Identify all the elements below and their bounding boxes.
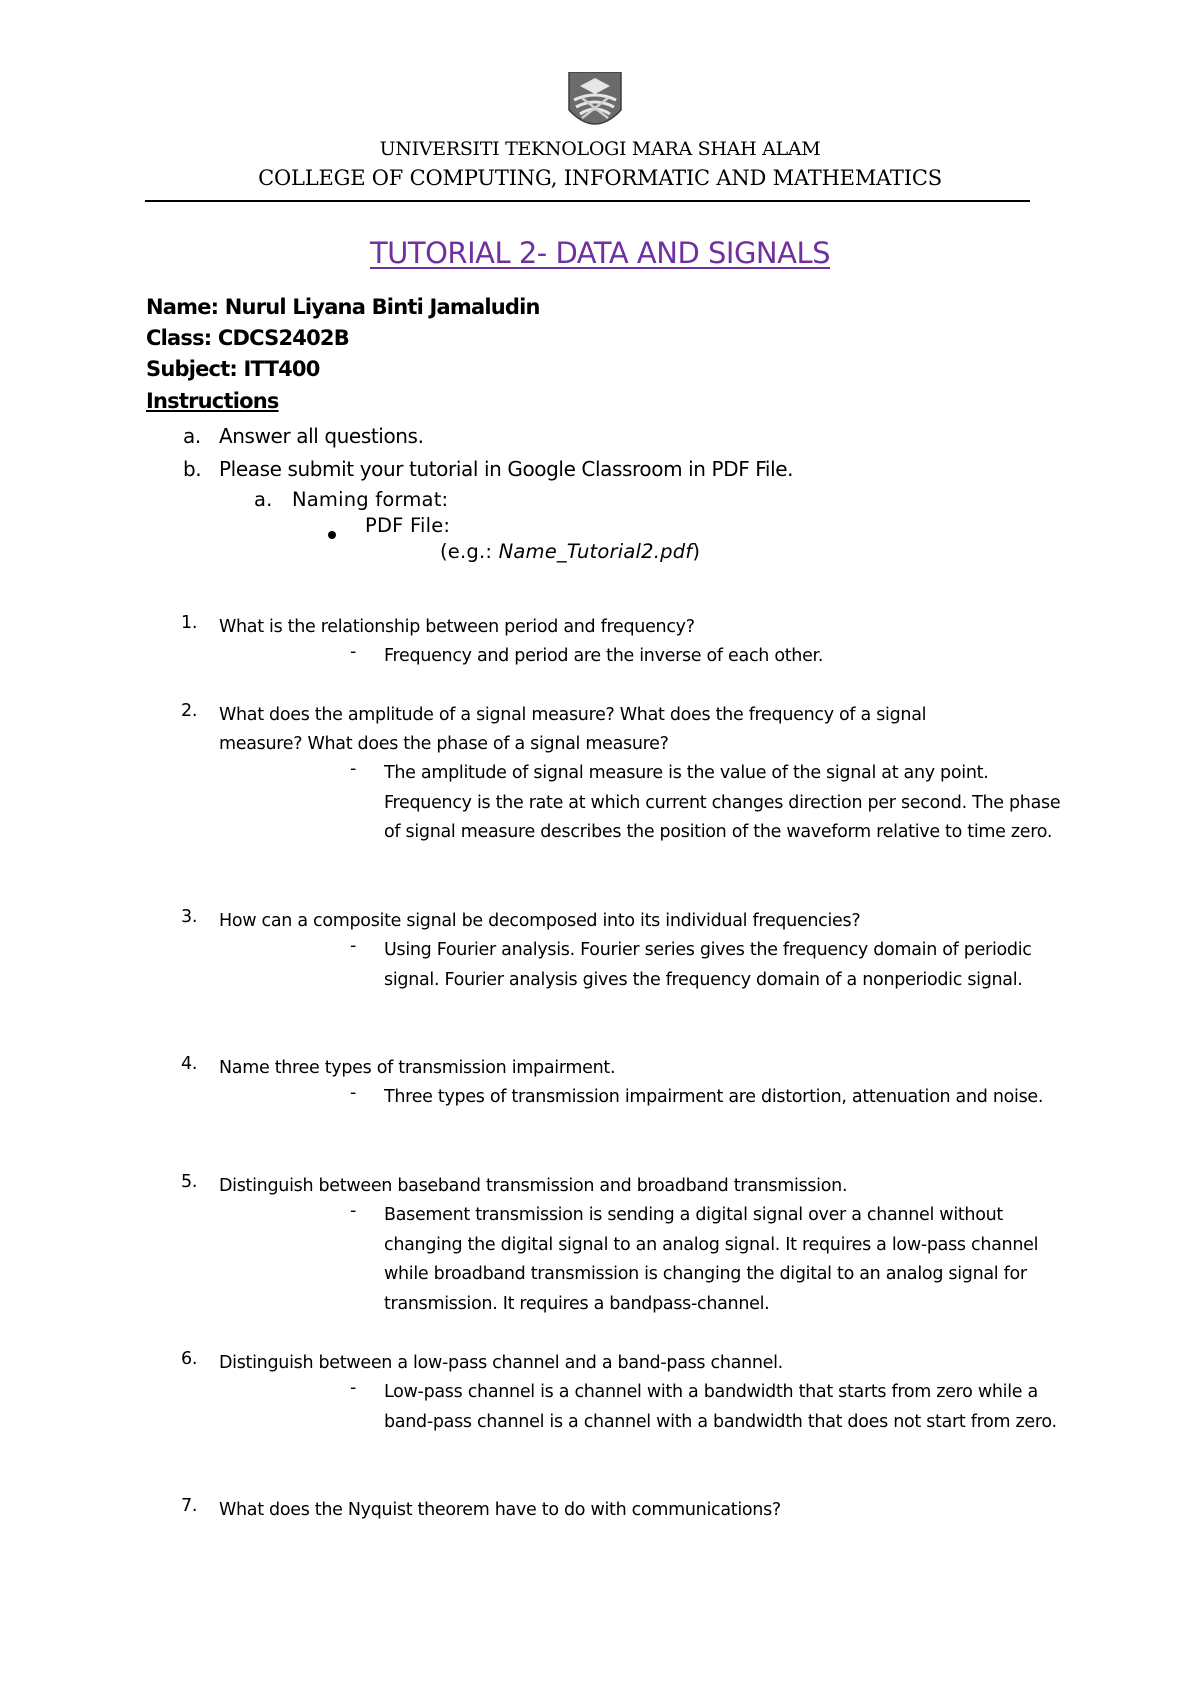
question-text: What does the amplitude of a signal measure? What does the frequency of a signal measure? What does the phase of a signal measure?	[219, 705, 927, 754]
question-number: 7.	[181, 1496, 198, 1516]
question-number: 3.	[181, 907, 198, 927]
instructions-heading: Instructions	[146, 389, 279, 413]
question-number: 6.	[181, 1349, 198, 1369]
answer-text: The amplitude of signal measure is the value of the signal at any point. Frequency is the rate at which current changes direction per second. The phase of signal measure describes the position of the waveform relative to time zero.	[384, 763, 1061, 842]
answer-text: Frequency and period are the inverse of each other.	[384, 646, 824, 666]
instruction-text: Answer all questions.	[219, 424, 424, 448]
university-name: UNIVERSITI TEKNOLOGI MARA SHAH ALAM	[379, 138, 821, 160]
question-text: How can a composite signal be decomposed into its individual frequencies?	[219, 911, 861, 931]
question-text: What is the relationship between period and frequency?	[219, 617, 695, 637]
naming-marker: a.	[254, 488, 273, 511]
example-suffix: )	[692, 540, 701, 563]
subject-code: Subject: ITT400	[146, 357, 320, 381]
answer-dash: -	[350, 759, 357, 779]
question-text: Distinguish between a low-pass channel and a band-pass channel.	[219, 1353, 783, 1373]
question-text: Distinguish between baseband transmission and broadband transmission.	[219, 1176, 848, 1196]
example-filename: Name_Tutorial2.pdf	[498, 540, 693, 563]
question-text: What does the Nyquist theorem have to do with communications?	[219, 1500, 781, 1520]
university-logo-icon	[566, 72, 624, 140]
question-number: 4.	[181, 1054, 198, 1074]
naming-text: Naming format:	[292, 488, 449, 511]
question-number: 5.	[181, 1172, 198, 1192]
answer-text: Three types of transmission impairment are distortion, attenuation and noise.	[384, 1087, 1044, 1107]
header-divider	[145, 200, 1030, 202]
pdf-file-text: PDF File:	[365, 514, 451, 537]
answer-text: Low-pass channel is a channel with a bandwidth that starts from zero while a band-pass channel is a channel with a bandwidth that does not start from zero.	[384, 1382, 1057, 1432]
instruction-text: Please submit your tutorial in Google Classroom in PDF File.	[219, 457, 794, 481]
document-title: TUTORIAL 2- DATA AND SIGNALS	[369, 236, 831, 270]
student-class: Class: CDCS2402B	[146, 326, 349, 350]
student-name: Name: Nurul Liyana Binti Jamaludin	[146, 295, 540, 319]
answer-dash: -	[350, 642, 357, 662]
answer-dash: -	[350, 936, 357, 956]
answer-dash: -	[350, 1201, 357, 1221]
answer-dash: -	[350, 1083, 357, 1103]
answer-dash: -	[350, 1378, 357, 1398]
bullet-icon	[328, 521, 336, 544]
question-text: Name three types of transmission impairment.	[219, 1058, 616, 1078]
college-name: COLLEGE OF COMPUTING, INFORMATIC AND MATHEMATICS	[258, 166, 942, 190]
example-prefix: (e.g.:	[440, 540, 499, 563]
filename-example	[440, 540, 700, 563]
instruction-marker: a.	[183, 424, 201, 448]
instruction-marker: b.	[183, 457, 202, 481]
question-number: 1.	[181, 613, 198, 633]
answer-text: Basement transmission is sending a digital signal over a channel without changing the digital signal to an analog signal. It requires a low-pass channel while broadband transmission is changing the digital to an analog signal for transmission. It requires a bandpass-channel.	[384, 1205, 1039, 1314]
question-number: 2.	[181, 701, 198, 721]
answer-text: Using Fourier analysis. Fourier series gives the frequency domain of periodic signal. Fourier analysis gives the frequency domain of a nonperiodic signal.	[384, 940, 1032, 990]
